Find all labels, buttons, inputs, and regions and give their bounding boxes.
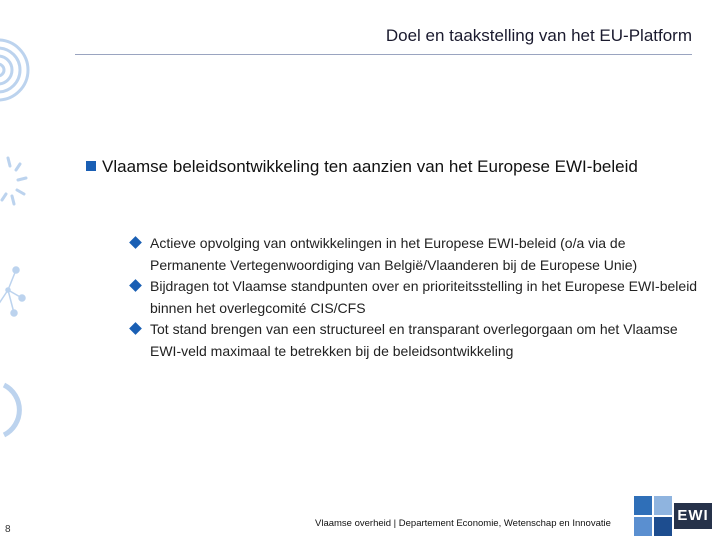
left-decoration — [0, 0, 60, 470]
diamond-bullet-icon — [129, 279, 142, 292]
sub-bullet-text: Actieve opvolging van ontwikkelingen in het Europese EWI-beleid (o/a via de Permanente Vertegenwoordiging van België/Vlaanderen bij de Europese Unie) — [150, 235, 638, 273]
logo-tile — [634, 517, 652, 536]
sub-bullet-item — [128, 233, 703, 276]
square-bullet-icon — [86, 161, 96, 171]
title-divider — [75, 54, 692, 55]
slide-title: Doel en taakstelling van het EU-Platform — [385, 26, 692, 45]
sub-bullet-item — [128, 319, 703, 362]
logo-tile — [634, 496, 652, 515]
logo-text: EWI — [674, 503, 712, 529]
diamond-bullet-icon — [129, 322, 142, 335]
ewi-logo — [634, 496, 712, 536]
level1-text: Vlaamse beleidsontwikkeling ten aanzien van het Europese EWI-beleid — [102, 157, 638, 176]
page-number: 8 — [5, 524, 11, 535]
logo-tile — [654, 496, 672, 515]
footer-text: Vlaamse overheid | Departement Economie, Wetenschap en Innovatie — [315, 518, 611, 529]
sub-bullet-text: Bijdragen tot Vlaamse standpunten over en prioriteitsstelling in het Europese EWI-beleid binnen het overlegcomité CIS/CFS — [150, 278, 698, 316]
logo-tiles — [634, 496, 672, 536]
level1-bullet — [86, 155, 686, 178]
logo-tile — [654, 517, 672, 536]
diamond-bullet-icon — [129, 236, 142, 249]
sub-bullet-text: Tot stand brengen van een structureel en transparant overlegorgaan om het Vlaamse EWI-veld maximaal te betrekken bij de beleidsontwikkeling — [150, 321, 678, 359]
sub-bullet-item — [128, 276, 703, 319]
sub-bullet-list — [128, 233, 703, 362]
